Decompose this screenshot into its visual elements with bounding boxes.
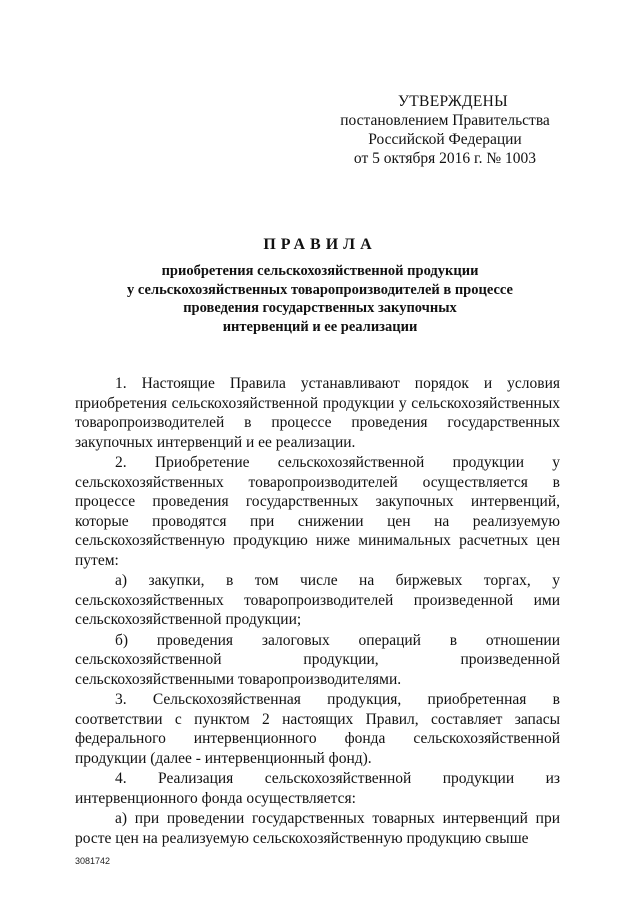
paragraph-4: 4. Реализация сельскохозяйственной продукции из интервенционного фонда осуществляется: [75, 770, 560, 807]
approval-line-3: от 5 октября 2016 г. № 1003 [353, 150, 537, 167]
subtitle-line-1: приобретения сельскохозяйственной продукции [161, 263, 479, 279]
document-title: ПРАВИЛА [263, 236, 377, 253]
paragraph-2a: а) закупки, в том числе на биржевых торгах, у сельскохозяйственных товаропроизводителей произведенной ими сельскохозяйственной продукции; [75, 572, 560, 628]
subtitle-line-4: интервенций и ее реализации [222, 318, 418, 335]
approval-line-2: Российской Федерации [368, 131, 522, 148]
subtitle-line-3: проведения государственных закупочных [183, 300, 457, 316]
approval-line-1: постановлением Правительства [340, 112, 550, 129]
paragraph-3: 3. Сельскохозяйственная продукция, приобретенная в соответствии с пунктом 2 настоящих Правил, составляет запасы федерального интервенционного фонда сельскохозяйственной продукции (далее - интервенционный фонд). [75, 691, 560, 767]
document-code: 3081742 [75, 856, 111, 866]
subtitle-line-2: у сельскохозяйственных товаропроизводителей в процессе [127, 281, 513, 298]
paragraph-4a: а) при проведении государственных товарных интервенций при росте цен на реализуемую сельскохозяйственную продукцию свыше [75, 810, 560, 847]
paragraph-1: 1. Настоящие Правила устанавливают порядок и условия приобретения сельскохозяйственной продукции у сельскохозяйственных товаропроизводителей в процессе проведения государственных закупочных интервенций и ее реализации. [75, 375, 560, 451]
document-body [75, 374, 560, 849]
approval-stamp [340, 92, 550, 168]
paragraph-2b: б) проведения залоговых операций в отношении сельскохозяйственной продукции, произведенной сельскохозяйственными товаропроизводителями. [75, 631, 560, 688]
paragraph-2: 2. Приобретение сельскохозяйственной продукции у сельскохозяйственных товаропроизводителей осуществляется в процессе проведения государственных закупочных интервенций, которые проводятся при снижении цен на реализуемую сельскохозяйственную продукцию ниже минимальных расчетных цен путем: [75, 454, 560, 569]
approval-heading: УТВЕРЖДЕНЫ [398, 93, 508, 110]
document-subtitle [70, 262, 570, 336]
